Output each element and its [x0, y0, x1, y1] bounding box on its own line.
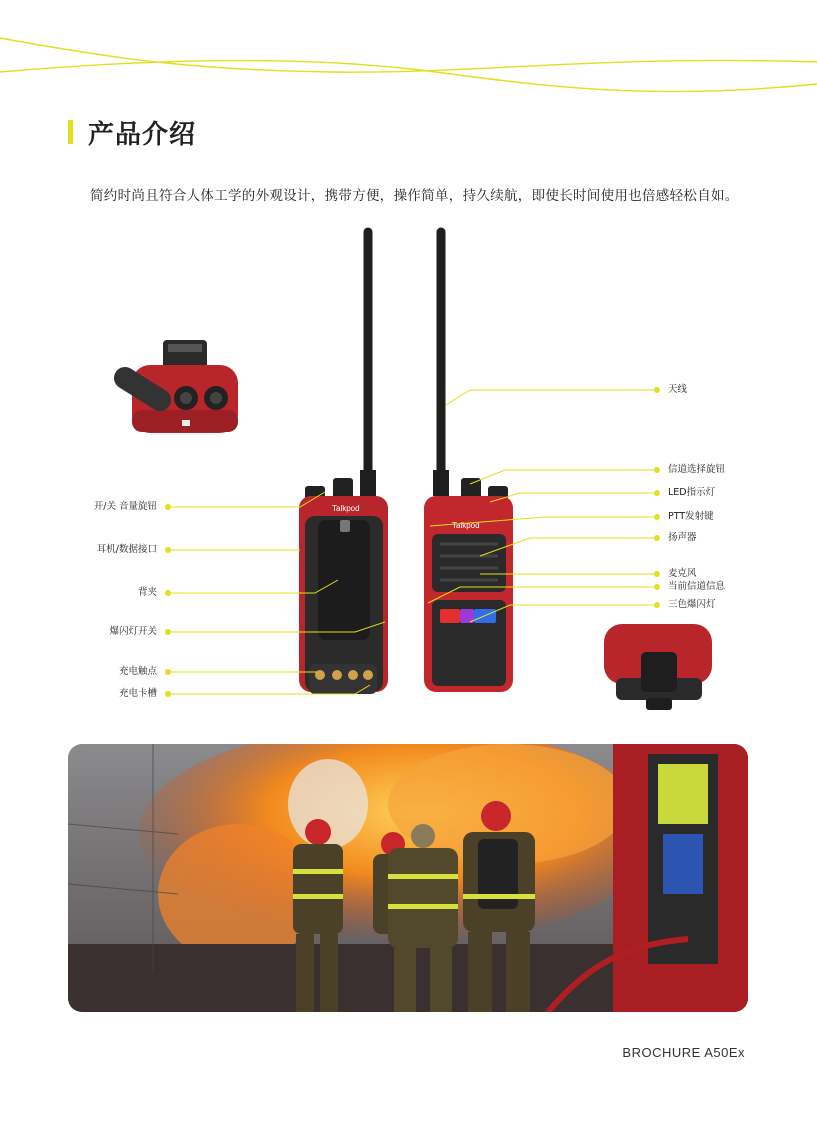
radio-top-view	[125, 340, 238, 433]
page-title: 产品介绍	[88, 120, 197, 150]
callout-ptt-key: PTT发射键	[668, 511, 714, 522]
callout-dots-right	[654, 387, 660, 608]
callout-strobe-switch: 爆闪灯开关	[109, 626, 157, 637]
callout-led-indicator: LED指示灯	[668, 487, 716, 498]
callout-antenna: 天线	[668, 384, 688, 395]
brochure-footer: BROCHURE A50Ex	[622, 1045, 745, 1060]
callout-microphone: 麦克风	[668, 568, 697, 579]
callout-channel-knob: 信道选择旋钮	[668, 464, 726, 475]
radio-front-view	[424, 232, 513, 692]
callout-speaker: 扬声器	[668, 532, 697, 543]
front-brand-text: Talkpod	[452, 521, 480, 530]
callout-power-volume-knob: 开/关 音量旋钮	[93, 501, 157, 512]
callout-earphone-data-port: 耳机/数据接口	[96, 544, 157, 555]
firefighters-photo	[68, 744, 748, 1012]
intro-text: 简约时尚且符合人体工学的外观设计，携带方便，操作简单，持久续航，即使长时间使用也倍感轻松自如。	[90, 188, 739, 204]
callout-charging-slot: 充电卡槽	[118, 688, 157, 699]
callout-dots-left	[165, 504, 171, 697]
callout-back-clip: 背夹	[137, 587, 157, 598]
callout-channel-info: 当前信道信息	[668, 581, 726, 592]
radio-bottom-view	[604, 624, 712, 710]
back-brand-text: Talkpod	[332, 504, 360, 513]
callout-charging-contacts: 充电触点	[118, 666, 157, 677]
callout-tricolor-strobe: 三色爆闪灯	[668, 599, 716, 610]
radio-back-view	[299, 232, 388, 694]
